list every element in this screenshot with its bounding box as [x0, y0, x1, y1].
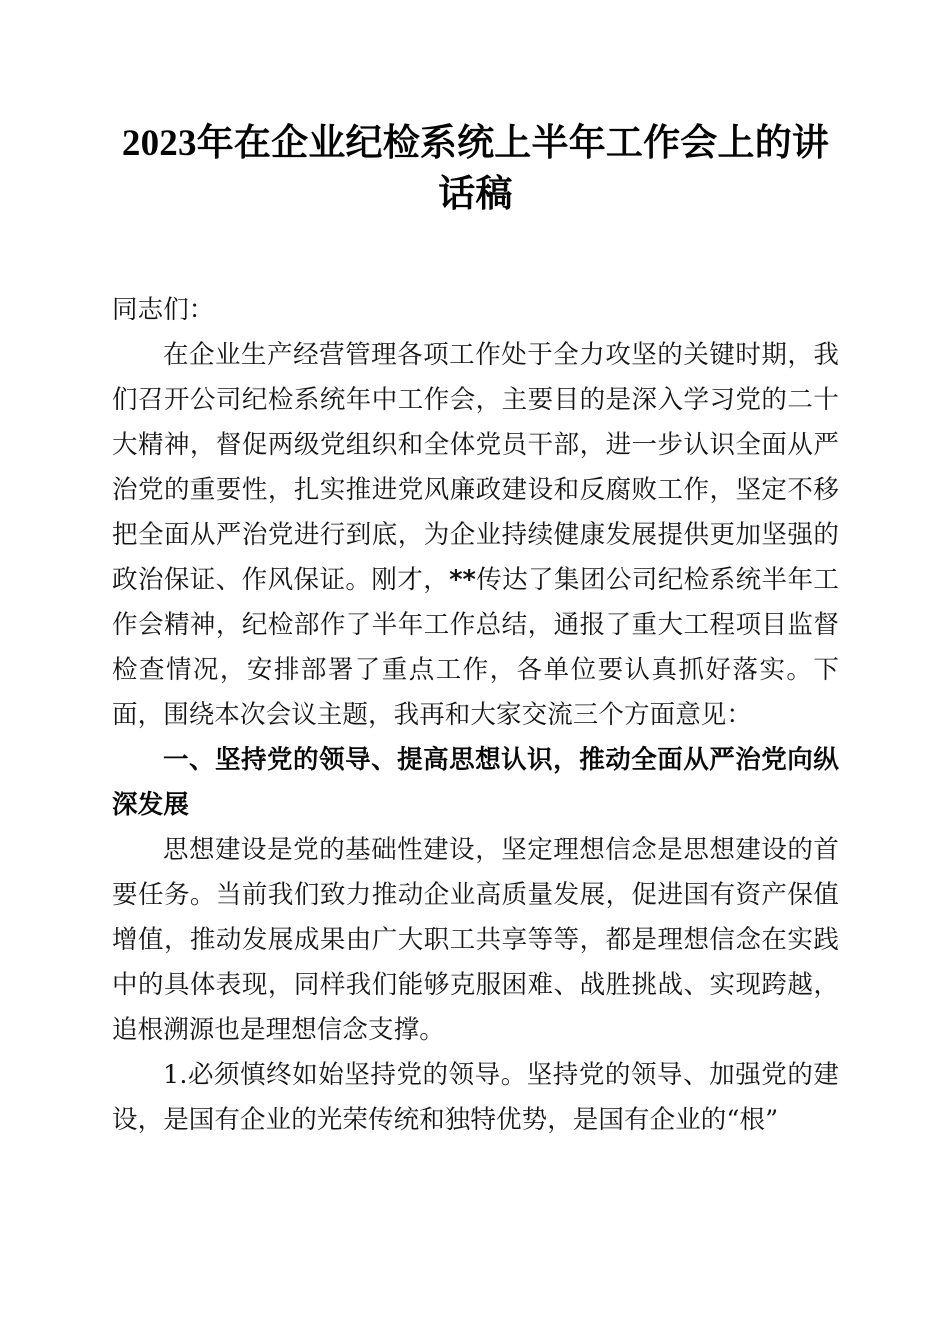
paragraph-ideals: 思想建设是党的基础性建设，坚定理想信念是思想建设的首要任务。当前我们致力推动企业高质量发展，促进国有资产保值增值，推动发展成果由广大职工共享等等，都是理想信念在实践中的具体表现，同样我们能够克服困难、战胜挑战、实现跨越，追根溯源也是理想信念支撑。	[112, 835, 839, 1045]
section-heading-one: 一、坚持党的领导、提高思想认识，推动全面从严治党向纵深发展	[112, 746, 839, 819]
paragraph-intro	[112, 333, 839, 738]
salutation-line: 同志们：	[112, 295, 215, 325]
redacted-name-mark: **	[449, 565, 476, 595]
paragraph-item-1: 1.必须慎终如始坚持党的领导。坚持党的领导、加强党的建设，是国有企业的光荣传统和独特优势，是国有企业的“根”	[112, 1060, 839, 1135]
paragraph-intro-text-before: 在企业生产经营管理各项工作处于全力攻坚的关键时期，我们召开公司纪检系统年中工作会，主要目的是深入学习党的二十大精神，督促两级党组织和全体党员干部，进一步认识全面从严治党的重要性，扎实推进党风廉政建设和反腐败工作，坚定不移把全面从严治党进行到底，为企业持续健康发展提供更加坚强的政治保证、作风保证。刚才，	[112, 340, 839, 595]
document-content	[112, 0, 839, 1143]
paragraph-intro-text-after: 传达了集团公司纪检系统半年工作会精神，纪检部作了半年工作总结，通报了重大工程项目监督检查情况，安排部署了重点工作，各单位要认真抓好落实。下面，围绕本次会议主题，我再和大家交流三个方面意见：	[112, 565, 839, 730]
document-body	[112, 288, 839, 1143]
page-title: 2023年在企业纪检系统上半年工作会上的讲话稿	[121, 123, 830, 215]
